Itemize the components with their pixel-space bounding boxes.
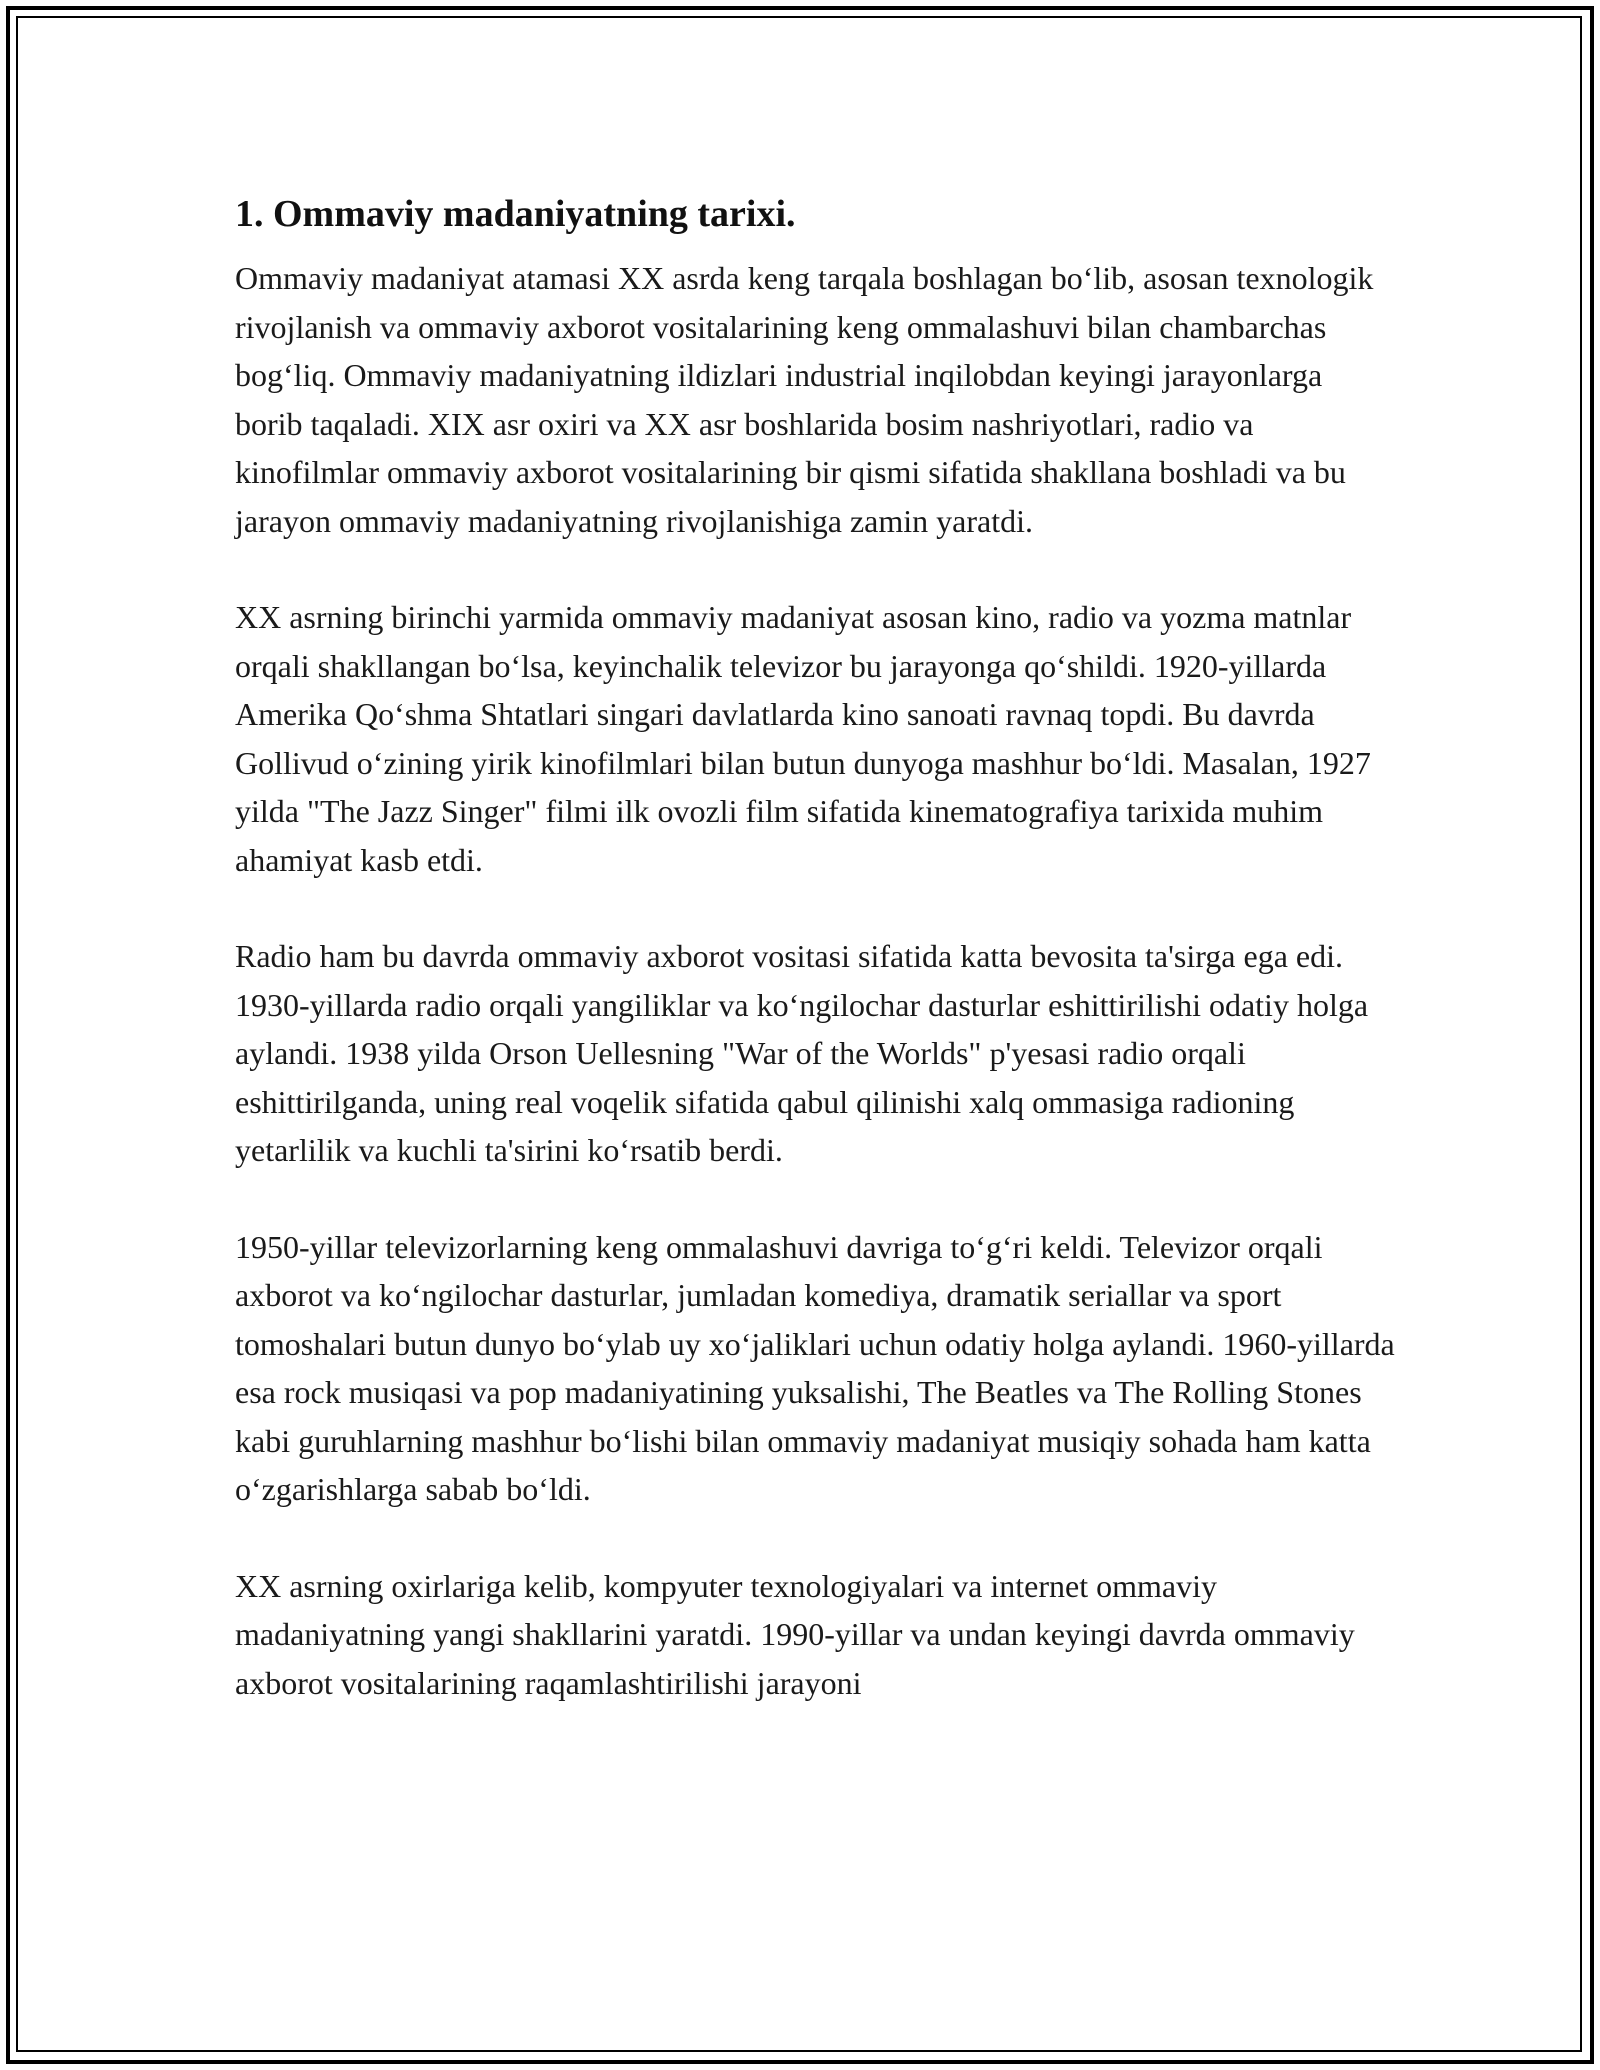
section-heading: 1. Ommaviy madaniyatning tarixi.: [235, 193, 796, 235]
paragraph-4: 1950-yillar televizorlarning keng ommalashuvi davriga to‘g‘ri keldi. Televizor orqali axborot va ko‘ngilochar dasturlar, jumladan komediya, dramatik seriallar va sport tomoshalari butun dunyo bo‘ylab uy xo‘jaliklari uchun odatiy holga aylandi. 1960-yillarda esa rock musiqasi va pop madaniyatining yuksalishi, The Beatles va The Rolling Stones kabi guruhlarning mashhur bo‘lishi bilan ommaviy madaniyat musiqiy sohada ham katta o‘zgarishlarga sabab bo‘ldi.: [235, 1228, 1395, 1507]
paragraph-2: XX asrning birinchi yarmida ommaviy madaniyat asosan kino, radio va yozma matnlar orqali shakllangan bo‘lsa, keyinchalik televizor bu jarayonga qo‘shildi. 1920-yillarda Amerika Qo‘shma Shtatlari singari davlatlarda kino sanoati ravnaq topdi. Bu davrda Gollivud o‘zining yirik kinofilmlari bilan butun dunyoga mashhur bo‘ldi. Masalan, 1927 yilda "The Jazz Singer" filmi ilk ovozli film sifatida kinematografiya tarixida muhim ahamiyat kasb etdi.: [235, 599, 1371, 878]
paragraph-3: Radio ham bu davrda ommaviy axborot vositasi sifatida katta bevosita ta'sirga ega edi. 1930-yillarda radio orqali yangiliklar va ko‘ngilochar dasturlar eshittirilishi odatiy holga aylandi. 1938 yilda Orson Uellesning "War of the Worlds" p'yesasi radio orqali eshittirilganda, uning real voqelik sifatida qabul qilinishi xalq ommasiga radioning yetarlilik va kuchli ta'sirini ko‘rsatib berdi.: [235, 938, 1369, 1168]
paragraph-1: Ommaviy madaniyat atamasi XX asrda keng tarqala boshlagan bo‘lib, asosan texnologik rivojlanish va ommaviy axborot vositalarining keng ommalashuvi bilan chambarchas bog‘liq. Ommaviy madaniyatning ildizlari industrial inqilobdan keyingi jarayonlarga borib taqaladi. XIX asr oxiri va XX asr boshlarida bosim nashriyotlari, radio va kinofilmlar ommaviy axborot vositalarining bir qismi sifatida shakllana boshladi va bu jarayon ommaviy madaniyatning rivojlanishiga zamin yaratdi.: [235, 260, 1374, 539]
paragraph-5: XX asrning oxirlariga kelib, kompyuter texnologiyalari va internet ommaviy madaniyatning yangi shakllarini yaratdi. 1990-yillar va undan keyingi davrda ommaviy axborot vositalarining raqamlashtirilishi jarayoni: [235, 1567, 1355, 1701]
document-body: [235, 186, 1395, 1755]
